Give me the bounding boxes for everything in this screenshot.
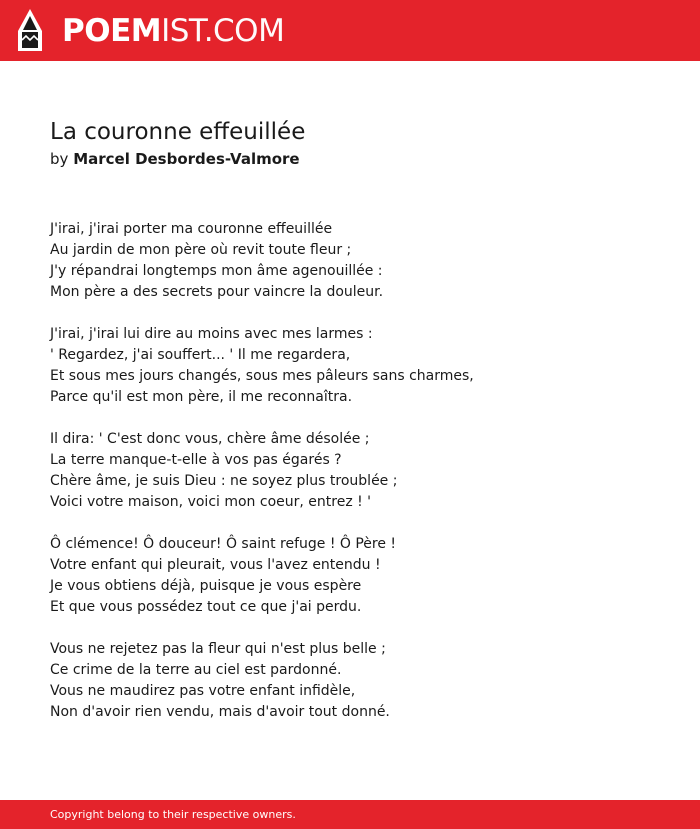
stanza: [50, 324, 670, 408]
poem-line: Et sous mes jours changés, sous mes pâleurs sans charmes,: [50, 368, 474, 384]
poem-line: Vous ne maudirez pas votre enfant infidèle,: [50, 683, 356, 699]
poem-author: Marcel Desbordes-Valmore: [73, 150, 300, 168]
site-header: [0, 0, 700, 61]
pencil-logo-icon[interactable]: [17, 9, 43, 51]
poem-line: Et que vous possédez tout ce que j'ai perdu.: [50, 599, 362, 615]
poem-line: Ô clémence! Ô douceur! Ô saint refuge ! Ô Père !: [50, 536, 397, 552]
poem-line: Non d'avoir rien vendu, mais d'avoir tout donné.: [50, 704, 390, 720]
poem-body: [50, 219, 670, 744]
poem-line: J'irai, j'irai lui dire au moins avec mes larmes :: [50, 326, 373, 342]
byline-prefix: by: [50, 150, 69, 168]
poem-line: La terre manque-t-elle à vos pas égarés ?: [50, 452, 342, 468]
poem-line: Voici votre maison, voici mon coeur, entrez ! ': [50, 494, 372, 510]
stanza: [50, 534, 670, 618]
poem-line: Votre enfant qui pleurait, vous l'avez entendu !: [50, 557, 381, 573]
poem-line: Mon père a des secrets pour vaincre la douleur.: [50, 284, 384, 300]
poem-line: Chère âme, je suis Dieu : ne soyez plus troublée ;: [50, 473, 398, 489]
stanza: [50, 219, 670, 303]
logo-text-light: IST.COM: [161, 13, 285, 49]
poem-line: Il dira: ' C'est donc vous, chère âme désolée ;: [50, 431, 370, 447]
poem-line: Parce qu'il est mon père, il me reconnaîtra.: [50, 389, 353, 405]
site-logo[interactable]: [62, 12, 284, 50]
poem-line: J'irai, j'irai porter ma couronne effeuillée: [50, 221, 333, 237]
poem-byline: [50, 148, 300, 170]
poem-line: Ce crime de la terre au ciel est pardonné.: [50, 662, 342, 678]
poem-line: Je vous obtiens déjà, puisque je vous espère: [50, 578, 362, 594]
poem-line: Vous ne rejetez pas la fleur qui n'est plus belle ;: [50, 641, 386, 657]
poem-line: J'y répandrai longtemps mon âme agenouillée :: [50, 263, 383, 279]
poem-title: La couronne effeuillée: [50, 119, 306, 145]
poem-line: ' Regardez, j'ai souffert... ' Il me regardera,: [50, 347, 351, 363]
copyright-notice: Copyright belong to their respective owners.: [50, 808, 296, 821]
stanza: [50, 639, 670, 723]
site-footer: [0, 800, 700, 829]
stanza: [50, 429, 670, 513]
poem-line: Au jardin de mon père où revit toute fleur ;: [50, 242, 352, 258]
logo-text-bold: POEM: [62, 13, 162, 49]
